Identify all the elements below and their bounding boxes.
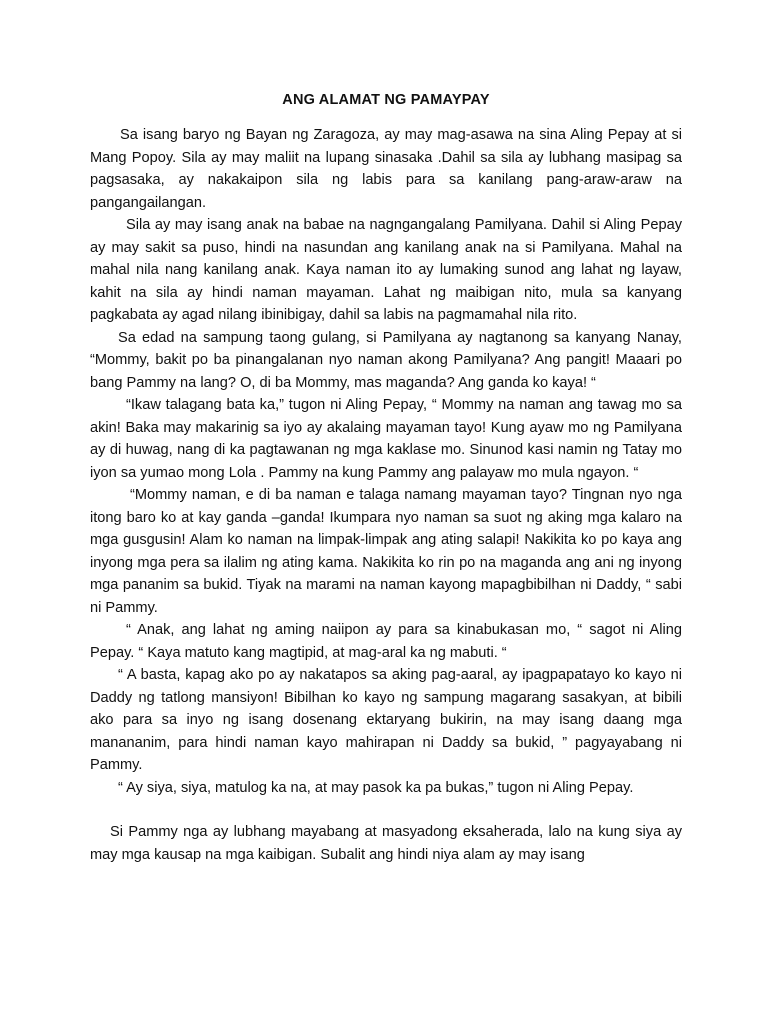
paragraph-spacer [90,799,682,821]
paragraph-1: Sa isang baryo ng Bayan ng Zaragoza, ay may mag-asawa na sina Aling Pepay at si Mang Popoy. Sila ay may maliit na lupang sinasaka .Dahil sa sila ay lubhang masipag sa pagsasaka, ay nakakaipon sila ng labis para sa kanilang pang-araw-araw na pangangailangan. [90,127,682,211]
paragraph-3: Sa edad na sampung taong gulang, si Pamilyana ay nagtanong sa kanyang Nanay, “Mommy, bakit po ba pinangalanan nyo naman akong Pamilyana? Ang pangit! Maaari po bang Pammy na lang? O, di ba Mommy, mas maganda? Ang ganda ko kaya! “ [90,329,682,391]
paragraph-6: “ Anak, ang lahat ng aming naiipon ay para sa kinabukasan mo, “ sagot ni Aling Pepay. “ Kaya matuto kang magtipid, at mag-aral ka ng mabuti. “ [90,622,682,661]
paragraph-2: Sila ay may isang anak na babae na nagngangalang Pamilyana. Dahil si Aling Pepay ay may sakit sa puso, hindi na nasundan ang kanilang anak na si Pamilyana. Mahal na mahal nila nang kanilang anak. Kaya naman ito ay lumaking sunod ang lahat ng layaw, kahit na sila ay hindi naman mayaman. Lahat ng maibigan nito, mula sa kanyang pagkabata ay agad nilang ibinibigay, dahil sa labis na pagmamahal nila rito. [90,217,682,323]
paragraph-9: Si Pammy nga ay lubhang mayabang at masyadong eksaherada, lalo na kung siya ay may mga kausap na mga kaibigan. Subalit ang hindi niya alam ay may isang [90,824,682,863]
document-title: ANG ALAMAT NG PAMAYPAY [282,92,490,108]
paragraph-7: “ A basta, kapag ako po ay nakatapos sa aking pag-aaral, ay ipagpapatayo ko kayo ni Daddy ng tatlong mansiyon! Bibilhan ko kayo ng sampung magarang sasakyan, at bibili ako para sa inyo ng isang dosenang ektaryang bukirin, na may isang daang mga manananim, para hindi naman kayo mahirapan ni Daddy sa bukid, ” pagyayabang ni Pammy. [90,667,682,773]
document-page [90,88,682,866]
paragraph-8: “ Ay siya, siya, matulog ka na, at may pasok ka pa bukas,” tugon ni Aling Pepay. [118,779,634,796]
paragraph-5: “Mommy naman, e di ba naman e talaga namang mayaman tayo? Tingnan nyo nga itong baro ko at kay ganda –ganda! Ikumpara nyo naman sa suot ng aking mga kalaro na mga gusgusin! Alam ko naman na limpak-limpak ang ating salapi! Nakikita ko po kaya ang inyong mga pera sa ilalim ng ating kama. Nakikita ko rin po na maganda ang ani ng inyong mga pananim sa bukid. Tiyak na marami na naman kayong mapagbibilhan ni Daddy, “ sabi ni Pammy. [90,487,682,616]
paragraph-4: “Ikaw talagang bata ka,” tugon ni Aling Pepay, “ Mommy na naman ang tawag mo sa akin! Baka may makarinig sa iyo ay akalaing mayaman tayo! Kung ayaw mo ng Pamilyana ay di huwag, nang di ka pagtawanan ng mga kaklase mo. Sinunod kasi namin ng Tatay mo iyon sa yumao mong Lola . Pammy na kung Pammy ang palayaw mo mula ngayon. “ [90,397,682,481]
